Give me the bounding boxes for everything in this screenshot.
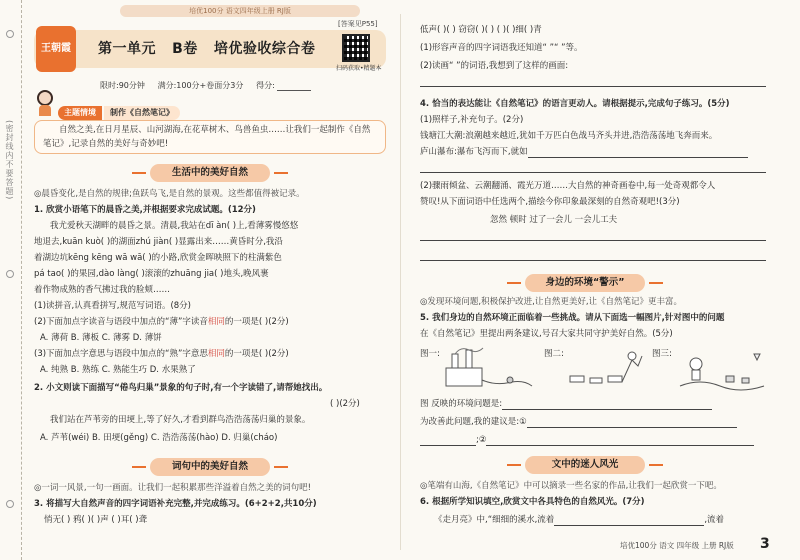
subquestion-4-1: (1)照样子,补充句子。(2分) bbox=[420, 115, 524, 125]
q6-fill bbox=[434, 514, 724, 526]
question-2: 2. 小文则读下面描写“倦鸟归巢”景象的句子时,有一个字读错了,请帮她找出。 bbox=[34, 383, 328, 393]
binding-hole bbox=[6, 270, 14, 278]
subquestion-3-2: (2)读画“ ”的词语,我想到了这样的画面: bbox=[420, 61, 569, 71]
answer-line[interactable] bbox=[420, 86, 766, 87]
exam-meta bbox=[100, 80, 311, 91]
question-3-blanks-cont[interactable]: 低声( )( ) 窃窃( )( ) ( )( )细( )青 bbox=[420, 25, 542, 35]
subq-emphasis: 相同 bbox=[207, 317, 225, 327]
answer-line[interactable] bbox=[502, 409, 712, 410]
subq-emphasis: 相同 bbox=[207, 349, 225, 359]
title-volume: B卷 bbox=[172, 41, 198, 57]
section-banner-words: 词句中的美好自然 bbox=[150, 458, 270, 476]
subquestion-3-1[interactable]: (1)形容声音的四字词语我还知道“ ”“ ”等。 bbox=[420, 43, 583, 53]
fill-sentence bbox=[420, 146, 748, 158]
page-number: 3 bbox=[760, 536, 770, 552]
column-divider bbox=[400, 14, 401, 550]
q6-prompt-end: ,流着 bbox=[704, 515, 725, 525]
full-score: 满分:100分+卷面分3分 bbox=[157, 81, 244, 90]
answer-line[interactable] bbox=[420, 260, 766, 261]
answer-line[interactable] bbox=[420, 172, 766, 173]
question-2-text: 我们站在芦苇旁的田埂上,等了好久,才看到群鸟浩浩荡荡归巢的景象。 bbox=[50, 415, 311, 425]
passage-line[interactable]: 地退去,kuān kuò( )的湖面zhú jiàn( )显露出来……黄昏时分,我沿 bbox=[34, 237, 283, 247]
question-5a: 5. 我们身边的自然环境正面临着一些挑战。请从下面选一幅图片,针对图中的问题 bbox=[420, 313, 725, 323]
theme-intro: 自然之美,在日月星辰、山河湖海,在花草树木、鸟兽鱼虫……让我们一起制作《自然笔记》,记录自然的美好与奇妙吧! bbox=[34, 120, 386, 154]
passage-line[interactable]: 着湖边坑kēng kēng wā wā( )的小路,欣赏金晖映照下的柱满紫色 bbox=[34, 253, 282, 263]
answer-slot-2[interactable]: ( )(2分) bbox=[330, 399, 360, 409]
girl-illustration-icon bbox=[34, 90, 56, 116]
litter-image bbox=[676, 346, 768, 392]
binding-hole bbox=[6, 500, 14, 508]
section-banner-nature-life: 生活中的美好自然 bbox=[150, 164, 270, 182]
answer-line[interactable] bbox=[420, 240, 766, 241]
top-strip: 培优100分 语文四年级上册 RJ版 bbox=[120, 5, 360, 17]
title-unit: 第一单元 bbox=[98, 41, 156, 57]
binding-hole bbox=[6, 30, 14, 38]
page-title bbox=[98, 38, 338, 58]
answer-line[interactable] bbox=[420, 445, 476, 446]
factory-pollution-image bbox=[440, 346, 536, 392]
fill-prompt: 庐山瀑布:瀑布飞泻而下,就如 bbox=[420, 147, 528, 157]
time-limit: 限时:90分钟 bbox=[100, 81, 145, 90]
q5-fill-1 bbox=[420, 398, 712, 410]
question-3-blanks[interactable]: 悄无( ) 鸦( )( )声 ( )耳( )聋 bbox=[44, 515, 148, 525]
subquestion-4-2b: 赞叹!从下面词语中任选两个,描绘今你印象最深刻的自然奇观吧!(3分) bbox=[420, 197, 680, 207]
qr-label: 扫码获取•精题本 bbox=[336, 65, 382, 72]
theme-name: 制作《自然笔记》 bbox=[104, 106, 180, 120]
section-lead: ◎笔端有山海,《自然笔记》中可以摘录一些名家的作品,让我们一起欣赏一下吧。 bbox=[420, 481, 722, 491]
logo: 王朝霞 bbox=[36, 26, 76, 72]
subq-answer-slot[interactable]: 的一项是( )(2分) bbox=[224, 317, 289, 327]
subq-answer-slot[interactable]: 的一项是( )(2分) bbox=[224, 349, 289, 359]
subquestion-1-2 bbox=[34, 316, 289, 328]
subquestion-1-1: (1)读拼音,认真看拼写,规范写词语。(8分) bbox=[34, 301, 191, 311]
q6-prompt: 《走月亮》中,“细细的溪水,流着 bbox=[434, 515, 555, 525]
title-main: 培优验收综合卷 bbox=[213, 41, 316, 57]
section-lead: ◎发现环境问题,积极保护改进,让自然更美好,让《自然笔记》更丰富。 bbox=[420, 297, 683, 307]
q5-fill-2 bbox=[420, 416, 737, 428]
passage-line[interactable]: pá tao( )的果园,dào làng( )滚滚的zhuāng jia( )地头,晚风裹 bbox=[34, 269, 269, 279]
theme-tag: 主题情境 bbox=[58, 106, 102, 120]
answer-line[interactable] bbox=[528, 157, 748, 158]
question-1: 1. 欣赏小语笔下的晨昏之美,并根据要求完成试题。(12分) bbox=[34, 205, 256, 215]
example-sentence: 钱塘江大潮:浪潮越来越近,犹如千万匹白色战马齐头并进,浩浩荡荡地飞奔而来。 bbox=[420, 131, 718, 141]
question-5b: 在《自然笔记》里提出两条建议,号召大家共同守护美好自然。(5分) bbox=[420, 329, 673, 339]
subq-text: (2)下面加点字读音与语段中加点的“薄”字读音 bbox=[34, 317, 208, 327]
word-options: 忽然 顿时 过了一会儿 一会儿工夫 bbox=[490, 215, 618, 225]
deforestation-image bbox=[566, 346, 648, 392]
figure-label: 图三: bbox=[652, 349, 672, 359]
figure-label: 图二: bbox=[544, 349, 564, 359]
subquestion-4-2a: (2)骤雨倾盆、云潮翻涌、霞光万道……大自然的神奇画卷中,每一处奇观都令人 bbox=[420, 181, 716, 191]
section-lead: ◎晨昏变化,是自然的规律;鱼跃鸟飞,是自然的景观。这些都值得被记录。 bbox=[34, 189, 305, 199]
score-label: 得分: bbox=[256, 81, 275, 90]
answer-line[interactable] bbox=[554, 525, 704, 526]
answer-line[interactable] bbox=[527, 427, 737, 428]
options-1-3[interactable]: A. 纯熟 B. 熟练 C. 熟能生巧 D. 水果熟了 bbox=[40, 365, 196, 375]
section-lead: ◎一词一风景,一句一画面。让我们一起积累那些洋溢着自然之美的词句吧! bbox=[34, 483, 312, 493]
score-blank[interactable] bbox=[277, 90, 311, 91]
binding-text: (密封线内不要答题) bbox=[5, 120, 14, 201]
section-banner-environment: 身边的环境“警示” bbox=[525, 274, 645, 292]
options-1-2[interactable]: A. 薄荷 B. 薄板 C. 薄雾 D. 薄饼 bbox=[40, 333, 162, 343]
qr-code-icon[interactable] bbox=[342, 34, 370, 62]
subq-text: (3)下面加点字意思与语段中加点的“熟”字意思 bbox=[34, 349, 208, 359]
answer-line[interactable] bbox=[486, 445, 754, 446]
answer-reference: [答案见P55] bbox=[338, 20, 378, 28]
question-4: 4. 恰当的表达能让《自然笔记》的语言更动人。请根据提示,完成句子练习。(5分) bbox=[420, 99, 730, 109]
figure-label: 图一: bbox=[420, 349, 440, 359]
options-2[interactable]: A. 芦苇(wéi) B. 田埂(gěng) C. 浩浩荡荡(hào) D. 归巢(cháo) bbox=[40, 433, 278, 443]
passage-line: 着作物成熟的香气拂过我的脸颊…… bbox=[34, 285, 171, 295]
section-banner-scenery: 文中的迷人风光 bbox=[525, 456, 645, 474]
subquestion-1-3 bbox=[34, 348, 289, 360]
question-3: 3. 将描写大自然声音的四字词语补充完整,并完成练习。(6+2+2,共10分) bbox=[34, 499, 317, 509]
q5-prompt: 图 反映的环境问题是: bbox=[420, 399, 503, 409]
q5-prompt: ;② bbox=[476, 435, 487, 445]
q5-prompt: 为改善此问题,我的建议是:① bbox=[420, 417, 527, 427]
question-6: 6. 根据所学知识填空,欣赏文中各具特色的自然风光。(7分) bbox=[420, 497, 645, 507]
footer-tag: 培优100分 语文 四年级 上册 RJ版 bbox=[620, 541, 734, 550]
passage-line[interactable]: 我尤爱秋天湖畔的晨昏之景。清晨,我站在dī àn( )上,看薄雾慢悠悠 bbox=[50, 221, 299, 231]
binding-margin bbox=[0, 0, 22, 560]
q5-fill-3 bbox=[420, 434, 754, 446]
